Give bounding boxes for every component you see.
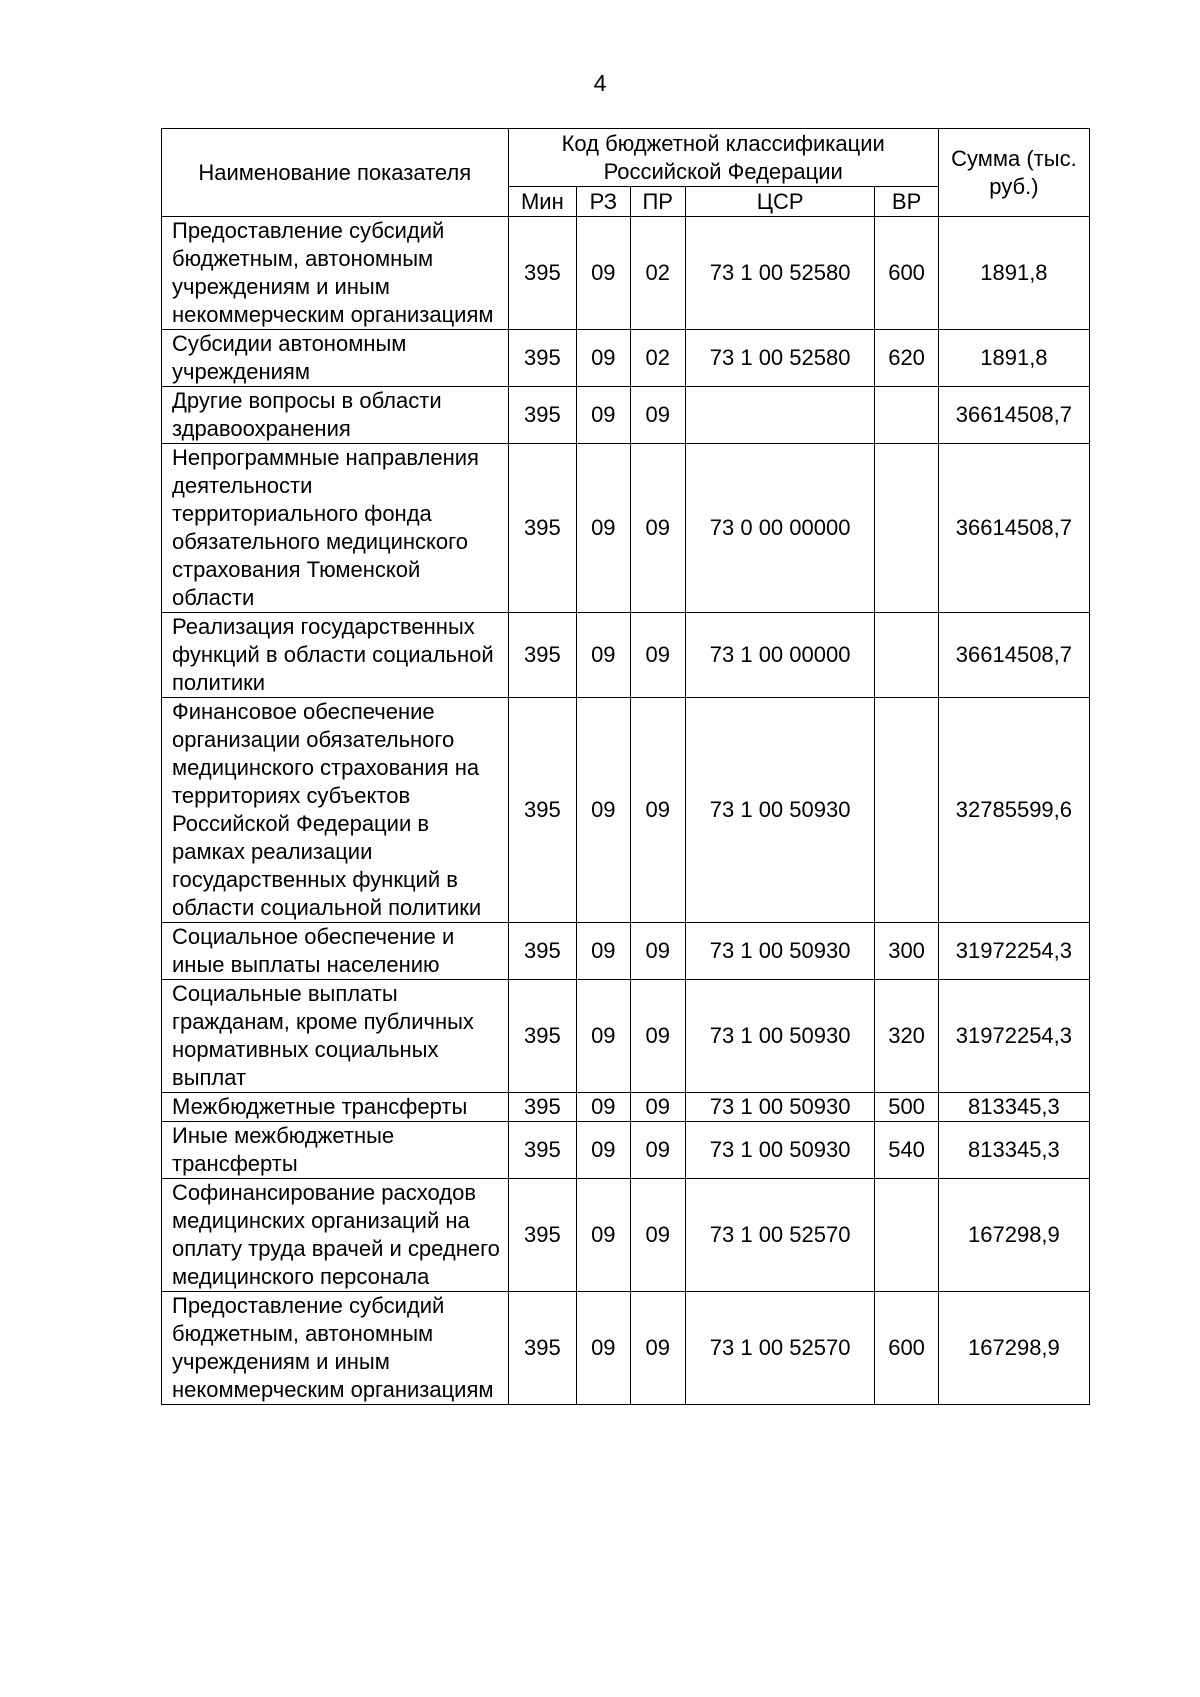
table-row <box>162 387 1090 444</box>
row-min: 395 <box>508 1122 577 1179</box>
row-name: Финансовое обеспечение организации обязательного медицинского страхования на территориях субъектов Российской Федерации в рамках реализации государственных функций в области социальной политики <box>162 698 509 923</box>
header-name: Наименование показателя <box>162 129 509 217</box>
row-min: 395 <box>508 387 577 444</box>
row-csr: 73 1 00 50930 <box>685 698 874 923</box>
row-name: Социальное обеспечение и иные выплаты населению <box>162 923 509 980</box>
header-rz: РЗ <box>577 187 630 217</box>
row-rz: 09 <box>577 1292 630 1405</box>
table-row <box>162 980 1090 1093</box>
header-csr: ЦСР <box>685 187 874 217</box>
row-rz: 09 <box>577 923 630 980</box>
row-csr: 73 1 00 50930 <box>685 1122 874 1179</box>
row-min: 395 <box>508 1093 577 1122</box>
row-rz: 09 <box>577 217 630 330</box>
row-pr: 02 <box>630 330 685 387</box>
row-min: 395 <box>508 444 577 613</box>
row-csr: 73 0 00 00000 <box>685 444 874 613</box>
row-name: Предоставление субсидий бюджетным, автономным учреждениям и иным некоммерческим организациям <box>162 1292 509 1405</box>
row-rz: 09 <box>577 698 630 923</box>
row-sum: 1891,8 <box>938 330 1089 387</box>
table-row <box>162 923 1090 980</box>
row-vr <box>875 1179 938 1292</box>
row-pr: 02 <box>630 217 685 330</box>
row-csr: 73 1 00 52570 <box>685 1179 874 1292</box>
row-name: Предоставление субсидий бюджетным, автономным учреждениям и иным некоммерческим организациям <box>162 217 509 330</box>
row-rz: 09 <box>577 330 630 387</box>
row-pr: 09 <box>630 1093 685 1122</box>
row-pr: 09 <box>630 613 685 698</box>
header-vr: ВР <box>875 187 938 217</box>
budget-table <box>161 128 1090 1405</box>
row-csr: 73 1 00 50930 <box>685 1093 874 1122</box>
row-rz: 09 <box>577 1093 630 1122</box>
table-row <box>162 330 1090 387</box>
table-row <box>162 444 1090 613</box>
header-code-group: Код бюджетной классификации Российской Федерации <box>508 129 938 187</box>
row-vr <box>875 444 938 613</box>
row-vr: 540 <box>875 1122 938 1179</box>
row-min: 395 <box>508 1292 577 1405</box>
row-pr: 09 <box>630 387 685 444</box>
row-rz: 09 <box>577 1179 630 1292</box>
row-min: 395 <box>508 330 577 387</box>
row-min: 395 <box>508 923 577 980</box>
row-pr: 09 <box>630 444 685 613</box>
row-sum: 31972254,3 <box>938 923 1089 980</box>
table-header <box>162 129 1090 217</box>
table-row <box>162 698 1090 923</box>
row-sum: 167298,9 <box>938 1179 1089 1292</box>
row-vr <box>875 613 938 698</box>
row-vr: 620 <box>875 330 938 387</box>
row-csr: 73 1 00 52580 <box>685 330 874 387</box>
row-vr: 600 <box>875 217 938 330</box>
row-rz: 09 <box>577 613 630 698</box>
row-pr: 09 <box>630 923 685 980</box>
row-vr <box>875 387 938 444</box>
row-pr: 09 <box>630 1292 685 1405</box>
page-number: 4 <box>593 70 607 96</box>
row-name: Софинансирование расходов медицинских организаций на оплату труда врачей и среднего медицинского персонала <box>162 1179 509 1292</box>
table-row <box>162 1179 1090 1292</box>
row-sum: 813345,3 <box>938 1122 1089 1179</box>
row-csr: 73 1 00 00000 <box>685 613 874 698</box>
row-vr: 320 <box>875 980 938 1093</box>
row-name: Реализация государственных функций в области социальной политики <box>162 613 509 698</box>
row-rz: 09 <box>577 387 630 444</box>
row-name: Межбюджетные трансферты <box>162 1093 509 1122</box>
row-csr: 73 1 00 50930 <box>685 980 874 1093</box>
row-csr: 73 1 00 52570 <box>685 1292 874 1405</box>
row-sum: 813345,3 <box>938 1093 1089 1122</box>
header-sum: Сумма (тыс. руб.) <box>938 129 1089 217</box>
row-pr: 09 <box>630 980 685 1093</box>
row-name: Непрограммные направления деятельности территориального фонда обязательного медицинского страхования Тюменской области <box>162 444 509 613</box>
table-row <box>162 1122 1090 1179</box>
row-sum: 1891,8 <box>938 217 1089 330</box>
row-name: Социальные выплаты гражданам, кроме публичных нормативных социальных выплат <box>162 980 509 1093</box>
row-vr: 300 <box>875 923 938 980</box>
row-sum: 32785599,6 <box>938 698 1089 923</box>
row-csr: 73 1 00 50930 <box>685 923 874 980</box>
row-rz: 09 <box>577 444 630 613</box>
row-vr <box>875 698 938 923</box>
row-rz: 09 <box>577 1122 630 1179</box>
header-pr: ПР <box>630 187 685 217</box>
row-pr: 09 <box>630 1179 685 1292</box>
row-min: 395 <box>508 217 577 330</box>
row-min: 395 <box>508 613 577 698</box>
row-name: Иные межбюджетные трансферты <box>162 1122 509 1179</box>
row-name: Другие вопросы в области здравоохранения <box>162 387 509 444</box>
row-sum: 31972254,3 <box>938 980 1089 1093</box>
row-min: 395 <box>508 980 577 1093</box>
row-name: Субсидии автономным учреждениям <box>162 330 509 387</box>
row-csr <box>685 387 874 444</box>
row-sum: 36614508,7 <box>938 613 1089 698</box>
table-row <box>162 1093 1090 1122</box>
row-pr: 09 <box>630 698 685 923</box>
row-csr: 73 1 00 52580 <box>685 217 874 330</box>
row-min: 395 <box>508 1179 577 1292</box>
table-row <box>162 1292 1090 1405</box>
row-min: 395 <box>508 698 577 923</box>
table-row <box>162 613 1090 698</box>
row-vr: 500 <box>875 1093 938 1122</box>
row-vr: 600 <box>875 1292 938 1405</box>
row-sum: 167298,9 <box>938 1292 1089 1405</box>
row-sum: 36614508,7 <box>938 387 1089 444</box>
table-row <box>162 217 1090 330</box>
row-rz: 09 <box>577 980 630 1093</box>
row-pr: 09 <box>630 1122 685 1179</box>
table-body <box>162 217 1090 1405</box>
header-min: Мин <box>508 187 577 217</box>
row-sum: 36614508,7 <box>938 444 1089 613</box>
